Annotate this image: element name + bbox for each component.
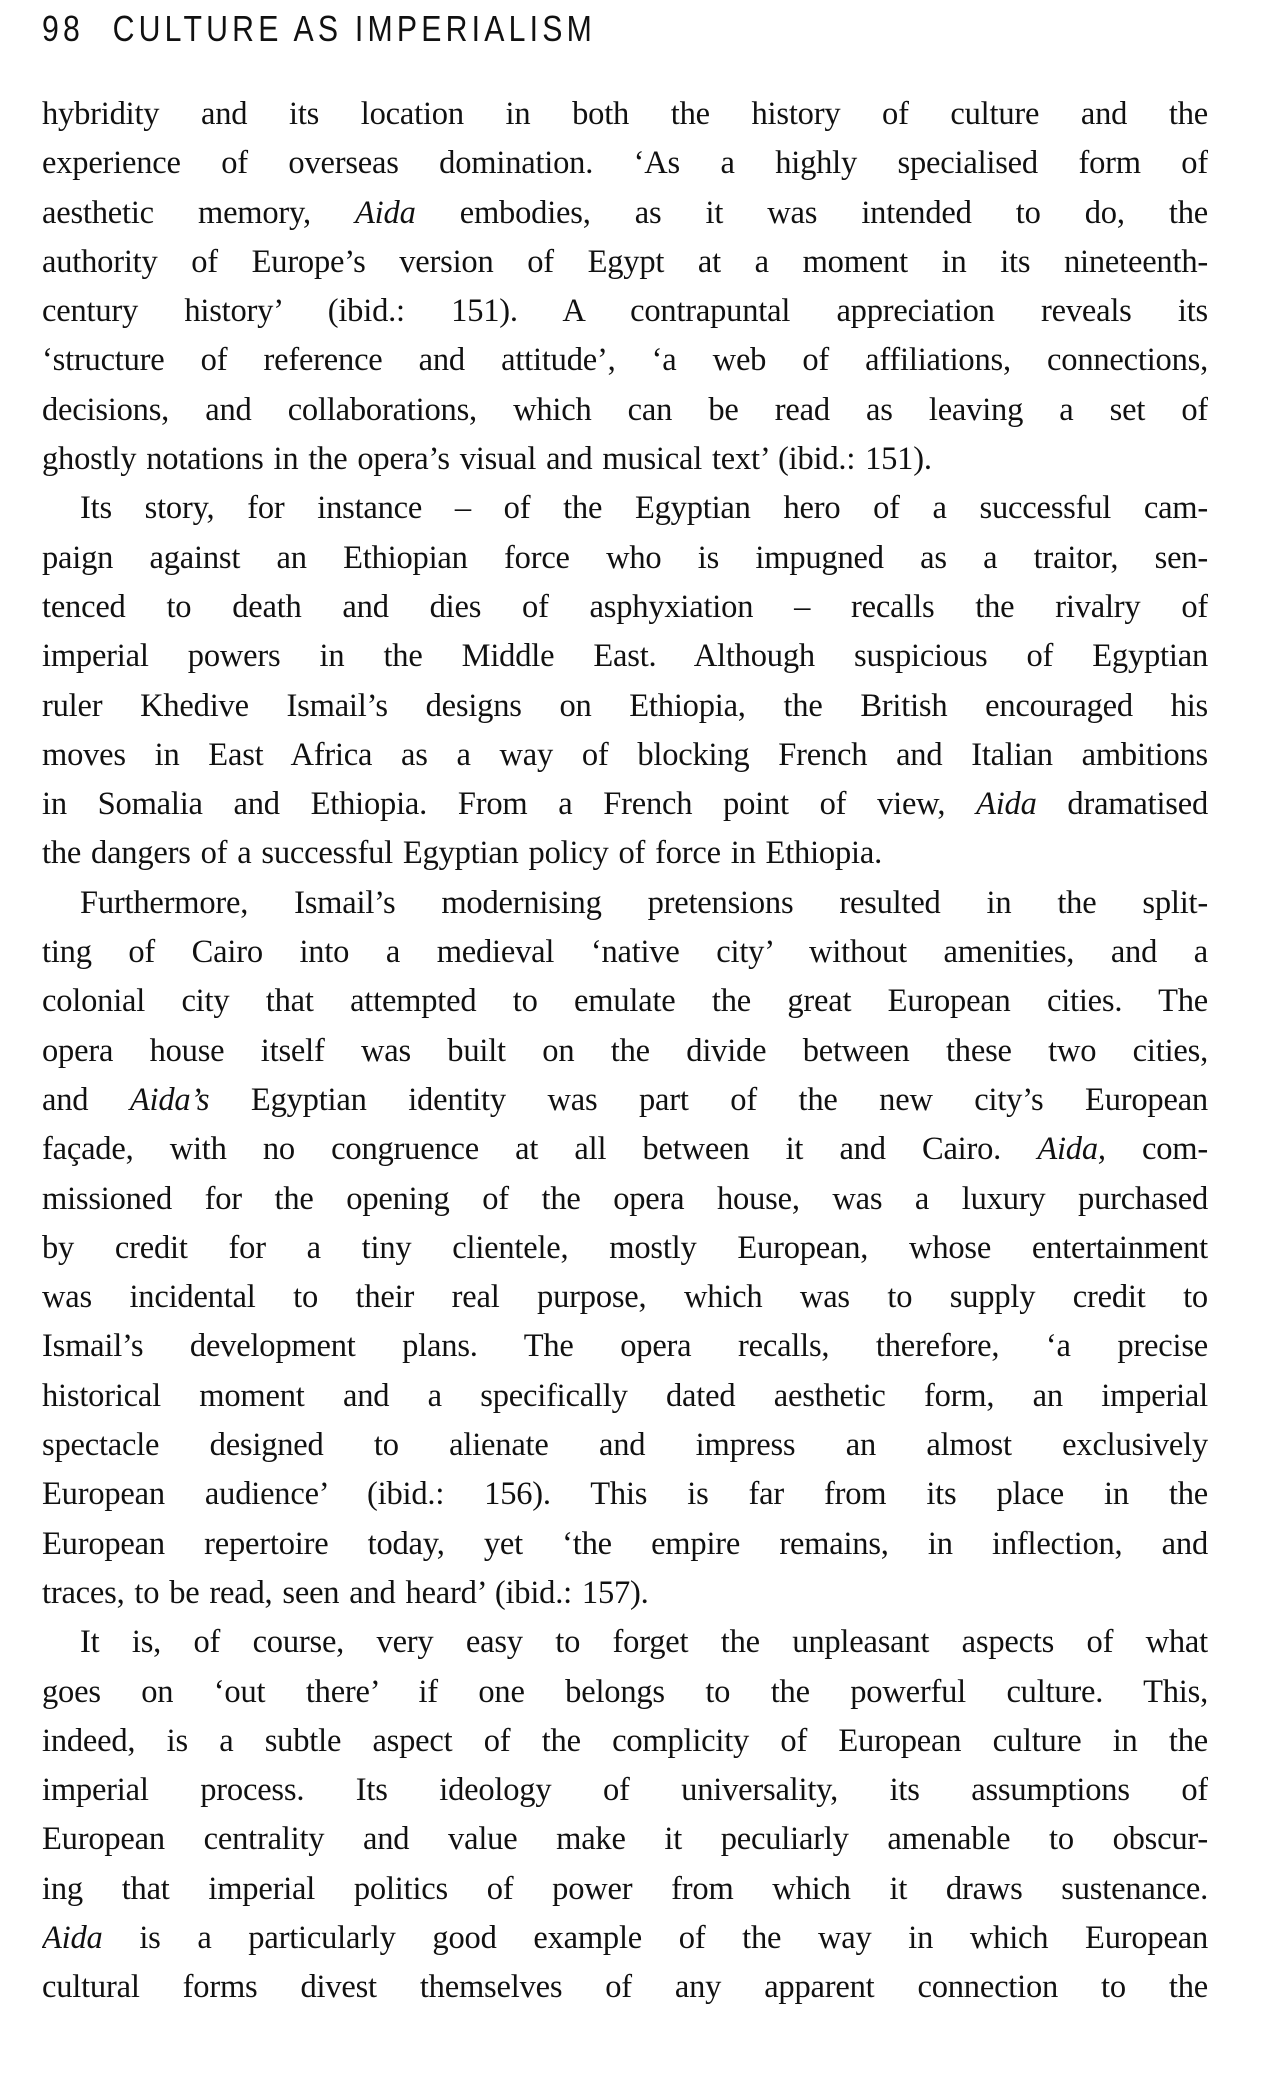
text-segment: ‘structure of reference and attitude’, ‘a web of affiliations, connections,	[42, 342, 1208, 379]
page-number: 98	[42, 8, 85, 49]
text-line	[42, 189, 1208, 238]
text-line	[42, 1076, 1208, 1125]
text-line	[42, 435, 1208, 484]
text-segment: ghostly notations in the opera’s visual and musical text’ (ibid.: 151).	[42, 441, 932, 478]
text-line	[42, 583, 1208, 632]
text-line	[42, 1815, 1208, 1864]
text-segment: com-	[1105, 1131, 1208, 1168]
text-segment: ruler Khedive Ismail’s designs on Ethiopia, the British encouraged his	[42, 687, 1208, 724]
text-segment: European centrality and value make it peculiarly amenable to obscur-	[42, 1821, 1208, 1858]
text-line	[42, 829, 1208, 878]
text-line	[42, 780, 1208, 829]
text-segment: ting of Cairo into a medieval ‘native city’ without amenities, and a	[42, 934, 1208, 971]
text-line	[42, 1372, 1208, 1421]
text-segment: paign against an Ethiopian force who is impugned as a traitor, sen-	[42, 539, 1208, 576]
text-line	[42, 1618, 1208, 1667]
text-segment: historical moment and a specifically dated aesthetic form, an imperial	[42, 1377, 1208, 1414]
text-line	[42, 1027, 1208, 1076]
text-line	[42, 731, 1208, 780]
italic-text: Aida,	[1037, 1131, 1106, 1168]
text-line	[42, 1717, 1208, 1766]
text-segment: It is, of course, very easy to forget the unpleasant aspects of what	[80, 1624, 1208, 1661]
body-text	[42, 90, 1208, 2013]
text-segment: ing that imperial politics of power from which it draws sustenance.	[42, 1870, 1208, 1907]
text-line	[42, 1175, 1208, 1224]
text-line	[42, 287, 1208, 336]
text-segment: cultural forms divest themselves of any apparent connection to the	[42, 1969, 1208, 2006]
text-line	[42, 386, 1208, 435]
text-line	[42, 1224, 1208, 1273]
text-segment: tenced to death and dies of asphyxiation – recalls the rivalry of	[42, 588, 1208, 625]
text-segment: by credit for a tiny clientele, mostly European, whose entertainment	[42, 1229, 1208, 1266]
text-segment: traces, to be read, seen and heard’ (ibid.: 157).	[42, 1574, 649, 1611]
text-segment: century history’ (ibid.: 151). A contrapuntal appreciation reveals its	[42, 293, 1208, 330]
text-segment: colonial city that attempted to emulate the great European cities. The	[42, 983, 1208, 1020]
italic-text: Aida	[976, 786, 1037, 823]
text-segment: decisions, and collaborations, which can be read as leaving a set of	[42, 391, 1208, 428]
italic-text: Aida’s	[129, 1081, 210, 1118]
text-segment: experience of overseas domination. ‘As a highly specialised form of	[42, 145, 1208, 182]
italic-text: Aida	[355, 194, 416, 231]
text-segment: indeed, is a subtle aspect of the complicity of European culture in the	[42, 1722, 1208, 1759]
text-line	[42, 90, 1208, 139]
text-line	[42, 1470, 1208, 1519]
text-segment: façade, with no congruence at all between it and Cairo.	[42, 1131, 1038, 1168]
text-segment: imperial powers in the Middle East. Although suspicious of Egyptian	[42, 638, 1208, 675]
text-segment: European repertoire today, yet ‘the empire remains, in inflection, and	[42, 1525, 1208, 1562]
text-segment: is a particularly good example of the way in which European	[102, 1919, 1208, 1956]
italic-text: Aida	[42, 1919, 103, 1956]
text-line	[42, 1569, 1208, 1618]
text-line	[42, 1125, 1208, 1174]
text-segment: was incidental to their real purpose, which was to supply credit to	[42, 1279, 1208, 1316]
text-line	[42, 1273, 1208, 1322]
text-segment: moves in East Africa as a way of blocking French and Italian ambitions	[42, 736, 1208, 773]
text-line	[42, 1963, 1208, 2012]
running-title: CULTURE AS IMPERIALISM	[112, 8, 596, 49]
text-segment: the dangers of a successful Egyptian policy of force in Ethiopia.	[42, 835, 883, 872]
text-line	[42, 977, 1208, 1026]
text-segment: Furthermore, Ismail’s modernising pretensions resulted in the split-	[80, 884, 1208, 921]
text-line	[42, 484, 1208, 533]
text-line	[42, 534, 1208, 583]
text-line	[42, 1520, 1208, 1569]
text-line	[42, 1322, 1208, 1371]
text-line	[42, 238, 1208, 287]
text-segment: goes on ‘out there’ if one belongs to the powerful culture. This,	[42, 1673, 1208, 1710]
text-segment: authority of Europe’s version of Egypt at a moment in its nineteenth-	[42, 243, 1208, 280]
text-segment: spectacle designed to alienate and impress an almost exclusively	[42, 1427, 1208, 1464]
text-line	[42, 139, 1208, 188]
text-segment: Egyptian identity was part of the new city’s European	[209, 1081, 1208, 1118]
text-line	[42, 336, 1208, 385]
text-segment: embodies, as it was intended to do, the	[415, 194, 1208, 231]
text-line	[42, 1865, 1208, 1914]
text-segment: hybridity and its location in both the history of culture and the	[42, 96, 1208, 132]
text-segment: Its story, for instance – of the Egyptian hero of a successful cam-	[80, 490, 1208, 527]
text-line	[42, 632, 1208, 681]
text-line	[42, 1914, 1208, 1963]
text-segment: opera house itself was built on the divide between these two cities,	[42, 1032, 1208, 1069]
text-segment: missioned for the opening of the opera house, was a luxury purchased	[42, 1180, 1208, 1217]
text-segment: and	[42, 1081, 130, 1118]
text-segment: aesthetic memory,	[42, 194, 356, 231]
text-line	[42, 1668, 1208, 1717]
text-line	[42, 682, 1208, 731]
text-segment: European audience’ (ibid.: 156). This is far from its place in the	[42, 1476, 1208, 1513]
text-line	[42, 1421, 1208, 1470]
text-line	[42, 1766, 1208, 1815]
text-line	[42, 879, 1208, 928]
text-segment: in Somalia and Ethiopia. From a French point of view,	[42, 786, 977, 823]
text-segment: dramatised	[1036, 786, 1208, 823]
page-header	[42, 8, 596, 50]
text-segment: Ismail’s development plans. The opera recalls, therefore, ‘a precise	[42, 1328, 1208, 1365]
text-line	[42, 928, 1208, 977]
text-segment: imperial process. Its ideology of universality, its assumptions of	[42, 1772, 1208, 1809]
